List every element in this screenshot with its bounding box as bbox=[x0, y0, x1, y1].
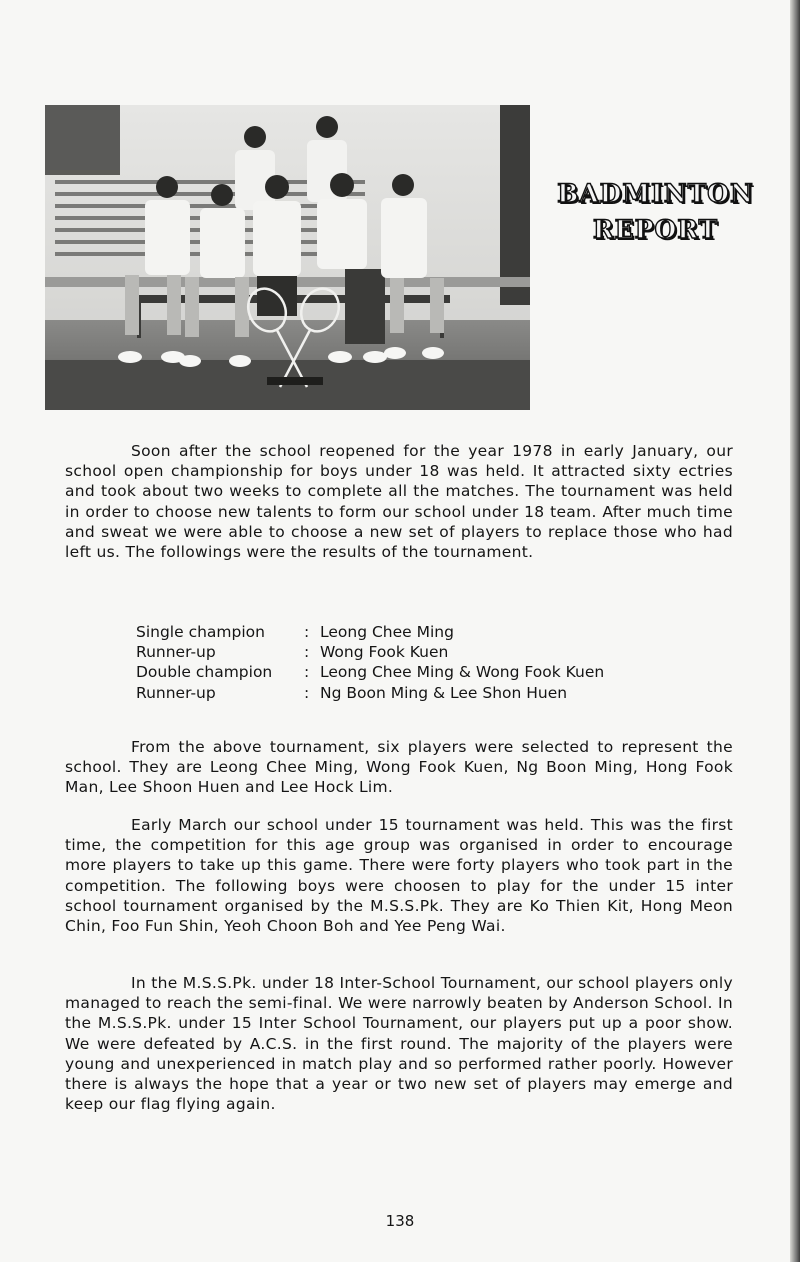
heading-line-2: REPORT bbox=[592, 215, 719, 244]
paragraph-inter-school: In the M.S.S.Pk. under 18 Inter-School Tournament, our school players only managed to reach the semi-final. We were narrowly beaten by Anderson School. In the M.S.S.Pk. under 15 Inter School Tournament, our players put up a poor show. We were defeated by A.C.S. in the first round. The majority of the players were young and unexperienced in match play and so performed rather poorly. However there is always the hope that a year or two new set of players may emerge and keep our flag flying again. bbox=[65, 974, 733, 1114]
paragraph-intro: Soon after the school reopened for the year 1978 in early January, our school open championship for boys under 18 was held. It attracted sixty ectries and took about two weeks to complete all the matches. The tournament was held in order to choose new talents to form our school under 18 team. After much time and sweat we were able to choose a new set of players to replace those who had left us. The followings were the results of the tournament. bbox=[65, 442, 733, 562]
heading-line-1: BADMINTON bbox=[557, 179, 754, 208]
result-value: Leong Chee Ming bbox=[320, 623, 454, 641]
result-separator: : bbox=[304, 683, 310, 702]
result-label: Single champion bbox=[136, 623, 265, 641]
result-value: Wong Fook Kuen bbox=[320, 643, 449, 662]
page-number: 138 bbox=[385, 1212, 415, 1230]
page-edge-shadow bbox=[790, 0, 800, 1262]
result-value: Leong Chee Ming & Wong Fook Kuen bbox=[320, 663, 605, 682]
result-row bbox=[136, 683, 604, 703]
result-value: Ng Boon Ming & Lee Shon Huen bbox=[320, 683, 568, 702]
result-separator: : bbox=[304, 643, 310, 662]
results-list bbox=[136, 622, 604, 703]
result-label: Double champion bbox=[136, 663, 273, 682]
paragraph-selection: From the above tournament, six players were selected to represent the school. They are Leong Chee Ming, Wong Fook Kuen, Ng Boon Ming, Hong Fook Man, Lee Shoon Huen and Lee Hock Lim. bbox=[65, 738, 733, 797]
result-label: Runner-up bbox=[136, 643, 216, 662]
result-row bbox=[136, 642, 604, 662]
result-label: Runner-up bbox=[136, 683, 216, 702]
result-row bbox=[136, 662, 604, 682]
report-heading bbox=[548, 176, 763, 248]
result-separator: : bbox=[304, 663, 310, 682]
team-photo bbox=[45, 105, 530, 410]
result-row bbox=[136, 622, 604, 642]
paragraph-under-15: Early March our school under 15 tournament was held. This was the first time, the competition for this age group was organised in order to encourage more players to take up this game. There were forty players who took part in the competition. The following boys were choosen to play for the under 15 inter school tournament organised by the M.S.S.Pk. They are Ko Thien Kit, Hong Meon Chin, Foo Fun Shin, Yeoh Choon Boh and Yee Peng Wai. bbox=[65, 816, 733, 936]
result-separator: : bbox=[304, 623, 310, 641]
